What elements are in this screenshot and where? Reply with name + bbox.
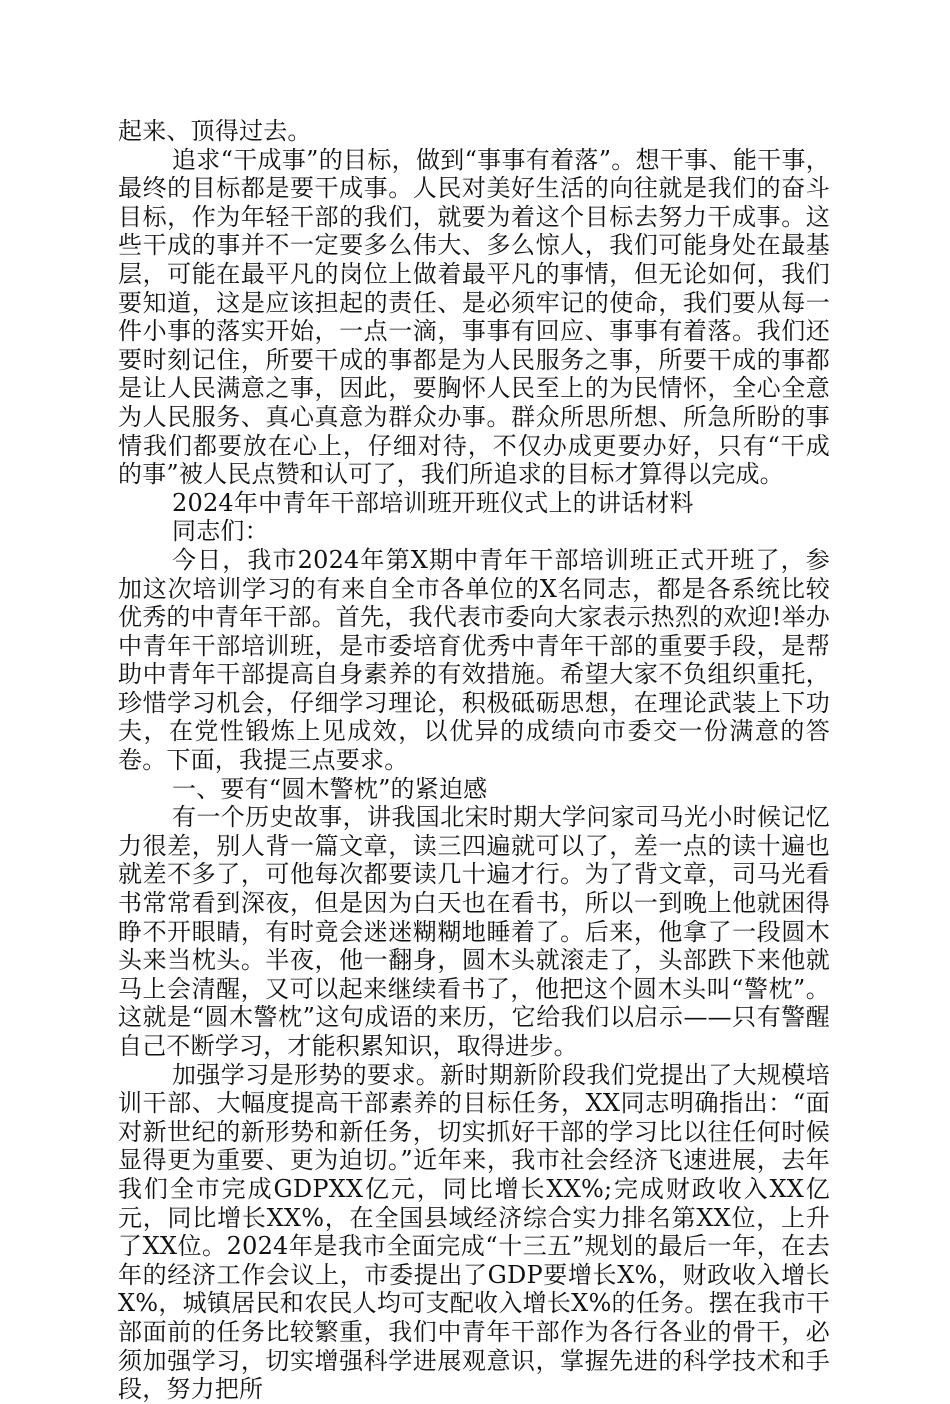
paragraph-continuation: 起来、顶得过去。	[118, 117, 312, 145]
paragraph-opening: 今日，我市2024年第X期中青年干部培训班正式开班了，参加这次培训学习的有来自全市各单位的X名同志，都是各系统比较优秀的中青年干部。首先，我代表市委向大家表示热烈的欢迎!举办中青年干部培训班，是市委培育优秀中青年干部的重要手段，是帮助中青年干部提高自身素养的有效措施。希望大家不负组织重托，珍惜学习机会，仔细学习理论，积极砥砺思想，在理论武装上下功夫，在党性锻炼上见成效，以优异的成绩向市委交一份满意的答卷。下面，我提三点要求。	[118, 545, 830, 775]
paragraph-strengthen-learning: 加强学习是形势的要求。新时期新阶段我们党提出了大规模培训干部、大幅度提高干部素养的目标任务，XX同志明确指出：“面对新世纪的新形势和新任务，切实抓好干部的学习比以往任何时候显得更为重要、更为迫切。”近年来，我市社会经济飞速进展，去年我们全市完成GDPXX亿元，同比增长XX%;完成财政收入XX亿元，同比增长XX%，在全国县域经济综合实力排名第XX位，上升了XX位。2024年是我市全面完成“十三五”规划的最后一年，在去年的经济工作会议上，市委提出了GDP要增长X%，财政收入增长X%，城镇居民和农民人均可支配收入增长X%的任务。摆在我市干部面前的任务比较繁重，我们中青年干部作为各行各业的骨干，必须加强学习，切实增强科学进展观意识，掌握先进的科学技术和手段，努力把所	[118, 1060, 830, 1404]
paragraph-pursue-goal: 追求“干成事”的目标，做到“事事有着落”。想干事、能干事，最终的目标都是要干成事。人民对美好生活的向往就是我们的奋斗目标，作为年轻干部的我们，就要为着这个目标去努力干成事。这些干成的事并不一定要多么伟大、多么惊人，我们可能身处在最基层，可能在最平凡的岗位上做着最平凡的事情，但无论如何，我们要知道，这是应该担起的责任、是必须牢记的使命，我们要从每一件小事的落实开始，一点一滴，事事有回应、事事有着落。我们还要时刻记住，所要干成的事都是为人民服务之事，所要干成的事都是让人民满意之事，因此，要胸怀人民至上的为民情怀，全心全意为人民服务、真心真意为群众办事。群众所思所想、所急所盼的事情我们都要放在心上，仔细对待，不仅办成更要办好，只有“干成的事”被人民点赞和认可了，我们所追求的目标才算得以完成。	[118, 145, 830, 489]
speech-title: 2024年中青年干部培训班开班仪式上的讲话材料	[172, 488, 694, 517]
section-heading-1: 一、要有“圆木警枕”的紧迫感	[172, 774, 488, 803]
paragraph-history-story: 有一个历史故事，讲我国北宋时期大学问家司马光小时候记忆力很差，别人背一篇文章，读三四遍就可以了，差一点的读十遍也就差不多了，可他每次都要读几十遍才行。为了背文章，司马光看书常常看到深夜，但是因为白天也在看书，所以一到晚上他就困得睁不开眼睛，有时竟会迷迷糊糊地睡着了。后来，他拿了一段圆木头来当枕头。半夜，他一翻身，圆木头就滚走了，头部跌下来他就马上会清醒，又可以起来继续看书了，他把这个圆木头叫“警枕”。这就是“圆木警枕”这句成语的来历，它给我们以启示——只有警醒自己不断学习，才能积累知识，取得进步。	[118, 803, 830, 1060]
document-body	[118, 117, 830, 1404]
salutation: 同志们：	[172, 517, 269, 546]
